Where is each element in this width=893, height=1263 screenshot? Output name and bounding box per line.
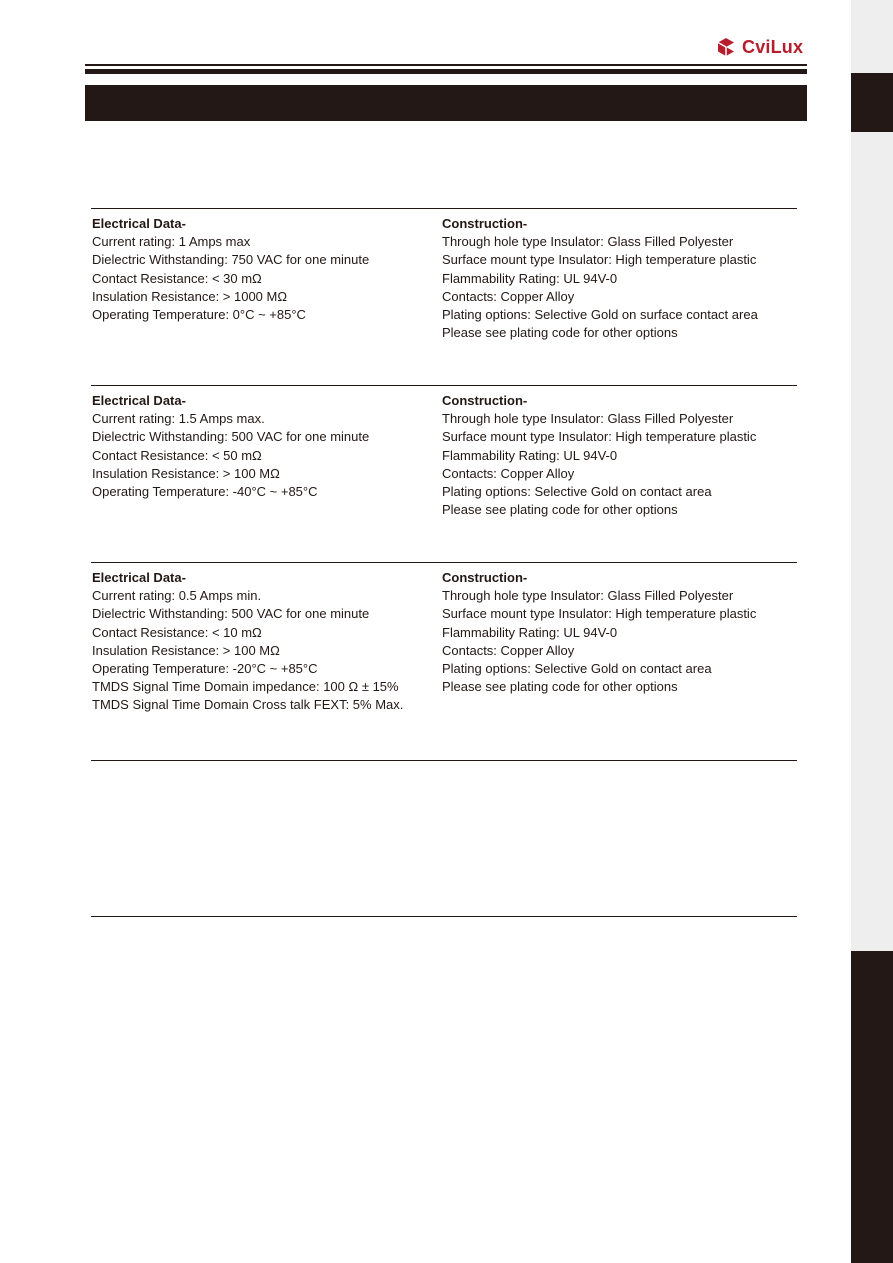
side-index-tab-top — [851, 73, 893, 132]
spec-line: Current rating: 1.5 Amps max. — [92, 411, 265, 427]
spec-line: Please see plating code for other options — [442, 325, 678, 341]
spec-line: Dielectric Withstanding: 500 VAC for one minute — [92, 429, 370, 445]
electrical-heading: Electrical Data- — [92, 570, 186, 585]
spec-line: Insulation Resistance: > 100 MΩ — [92, 642, 280, 658]
spec-line: Insulation Resistance: > 1000 MΩ — [92, 288, 288, 304]
spec-line: Flammability Rating: UL 94V-0 — [442, 270, 618, 286]
cvilux-logo-icon — [716, 37, 736, 57]
construction-block — [442, 392, 756, 519]
spec-line: Please see plating code for other options — [442, 502, 678, 518]
construction-heading: Construction- — [442, 393, 528, 408]
section-divider — [91, 760, 797, 761]
section-divider — [91, 562, 797, 563]
spec-line: Through hole type Insulator: Glass Filled Polyester — [442, 234, 734, 250]
side-index-tab-bottom — [851, 951, 893, 1263]
spec-line: Plating options: Selective Gold on contact area — [442, 660, 712, 676]
section-divider — [91, 916, 797, 917]
spec-line: TMDS Signal Time Domain Cross talk FEXT: 5% Max. — [92, 697, 404, 713]
spec-line: Through hole type Insulator: Glass Filled Polyester — [442, 411, 734, 427]
brand-logo — [716, 36, 803, 58]
spec-line: Surface mount type Insulator: High temperature plastic — [442, 429, 757, 445]
spec-line: Contacts: Copper Alloy — [442, 642, 575, 658]
section-divider — [91, 208, 797, 209]
electrical-data-block — [92, 392, 369, 501]
spec-line: Flammability Rating: UL 94V-0 — [442, 624, 618, 640]
electrical-data-block — [92, 569, 403, 715]
construction-heading: Construction- — [442, 216, 528, 231]
header-rule-thick — [85, 69, 807, 74]
construction-block — [442, 569, 756, 696]
spec-line: TMDS Signal Time Domain impedance: 100 Ω ± 15% — [92, 679, 399, 695]
electrical-data-block — [92, 215, 369, 324]
title-bar — [85, 85, 807, 121]
spec-line: Contacts: Copper Alloy — [442, 465, 575, 481]
brand-name: CviLux — [742, 37, 804, 57]
electrical-heading: Electrical Data- — [92, 393, 186, 408]
spec-line: Dielectric Withstanding: 750 VAC for one minute — [92, 252, 370, 268]
spec-line: Surface mount type Insulator: High temperature plastic — [442, 606, 757, 622]
spec-line: Contact Resistance: < 30 mΩ — [92, 270, 262, 286]
spec-line: Operating Temperature: -40°C ~ +85°C — [92, 483, 318, 499]
section-divider — [91, 385, 797, 386]
spec-line: Please see plating code for other options — [442, 679, 678, 695]
spec-line: Surface mount type Insulator: High temperature plastic — [442, 252, 757, 268]
spec-line: Plating options: Selective Gold on contact area — [442, 483, 712, 499]
spec-line: Contacts: Copper Alloy — [442, 288, 575, 304]
spec-line: Current rating: 0.5 Amps min. — [92, 588, 262, 604]
construction-heading: Construction- — [442, 570, 528, 585]
spec-line: Current rating: 1 Amps max — [92, 234, 251, 250]
spec-line: Contact Resistance: < 10 mΩ — [92, 624, 262, 640]
spec-line: Contact Resistance: < 50 mΩ — [92, 447, 262, 463]
spec-line: Plating options: Selective Gold on surface contact area — [442, 306, 758, 322]
construction-block — [442, 215, 758, 342]
spec-line: Operating Temperature: 0°C ~ +85°C — [92, 306, 306, 322]
electrical-heading: Electrical Data- — [92, 216, 186, 231]
header-rule-thin — [85, 64, 807, 66]
spec-line: Insulation Resistance: > 100 MΩ — [92, 465, 280, 481]
spec-line: Flammability Rating: UL 94V-0 — [442, 447, 618, 463]
spec-line: Operating Temperature: -20°C ~ +85°C — [92, 660, 318, 676]
spec-line: Dielectric Withstanding: 500 VAC for one minute — [92, 606, 370, 622]
spec-line: Through hole type Insulator: Glass Filled Polyester — [442, 588, 734, 604]
